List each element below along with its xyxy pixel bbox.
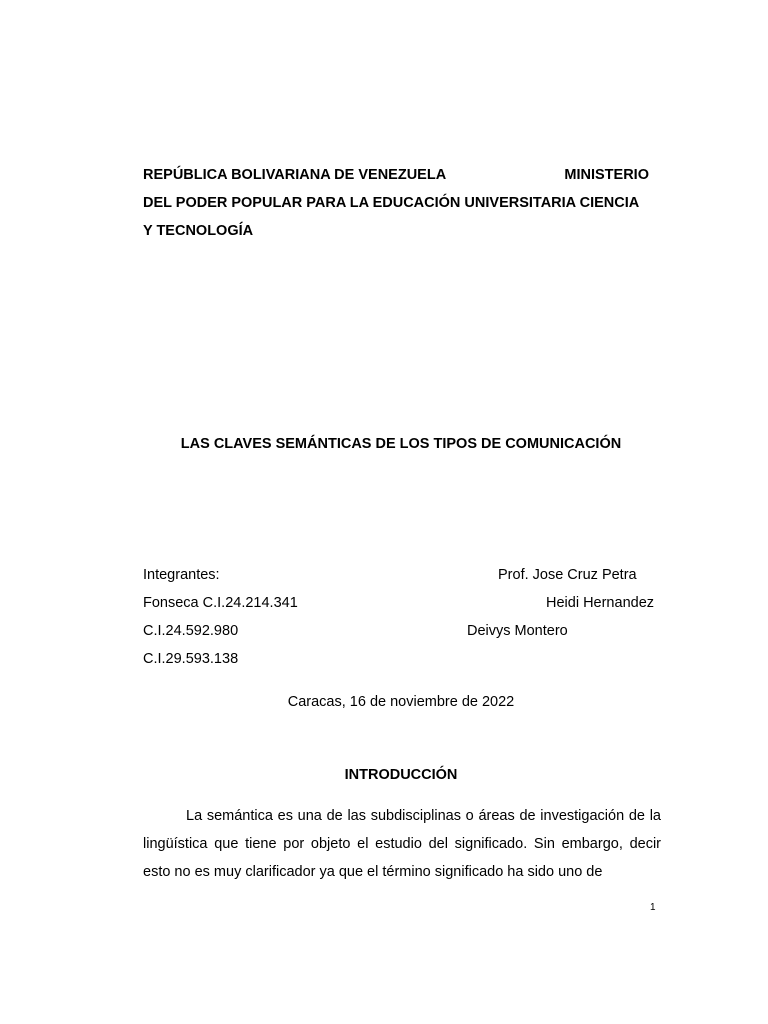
professor-name: Prof. Jose Cruz Petra — [498, 567, 637, 583]
header-line-1 — [143, 161, 661, 189]
document-title: LAS CLAVES SEMÁNTICAS DE LOS TIPOS DE COMUNICACIÓN — [180, 436, 622, 452]
page-number: 1 — [650, 902, 656, 913]
place-date: Caracas, 16 de noviembre de 2022 — [287, 694, 515, 710]
introduction-paragraph: La semántica es una de las subdisciplinas o áreas de investigación de la lingüística que tiene por objeto el estudio del significado. Sin embargo, decir esto no es muy clarificador ya que el término significado ha sido uno de — [143, 808, 661, 880]
participants-label: Integrantes: — [143, 567, 220, 583]
introduction-heading: INTRODUCCIÓN — [344, 767, 458, 783]
participant-row-2-right: Heidi Hernandez — [546, 595, 655, 611]
header-line-2: DEL PODER POPULAR PARA LA EDUCACIÓN UNIVERSITARIA CIENCIA — [143, 195, 640, 211]
participant-row-2-left: Fonseca C.I.24.214.341 — [143, 595, 298, 611]
header-country: REPÚBLICA BOLIVARIANA DE VENEZUELA — [143, 167, 447, 183]
participant-row-3-left: C.I.24.592.980 — [143, 623, 239, 639]
participant-row-4-left: C.I.29.593.138 — [143, 651, 239, 667]
institution-header — [143, 161, 661, 245]
header-ministry: MINISTERIO — [564, 167, 649, 183]
participant-row-3-right: Deivys Montero — [467, 623, 568, 639]
header-line-3: Y TECNOLOGÍA — [143, 223, 254, 239]
